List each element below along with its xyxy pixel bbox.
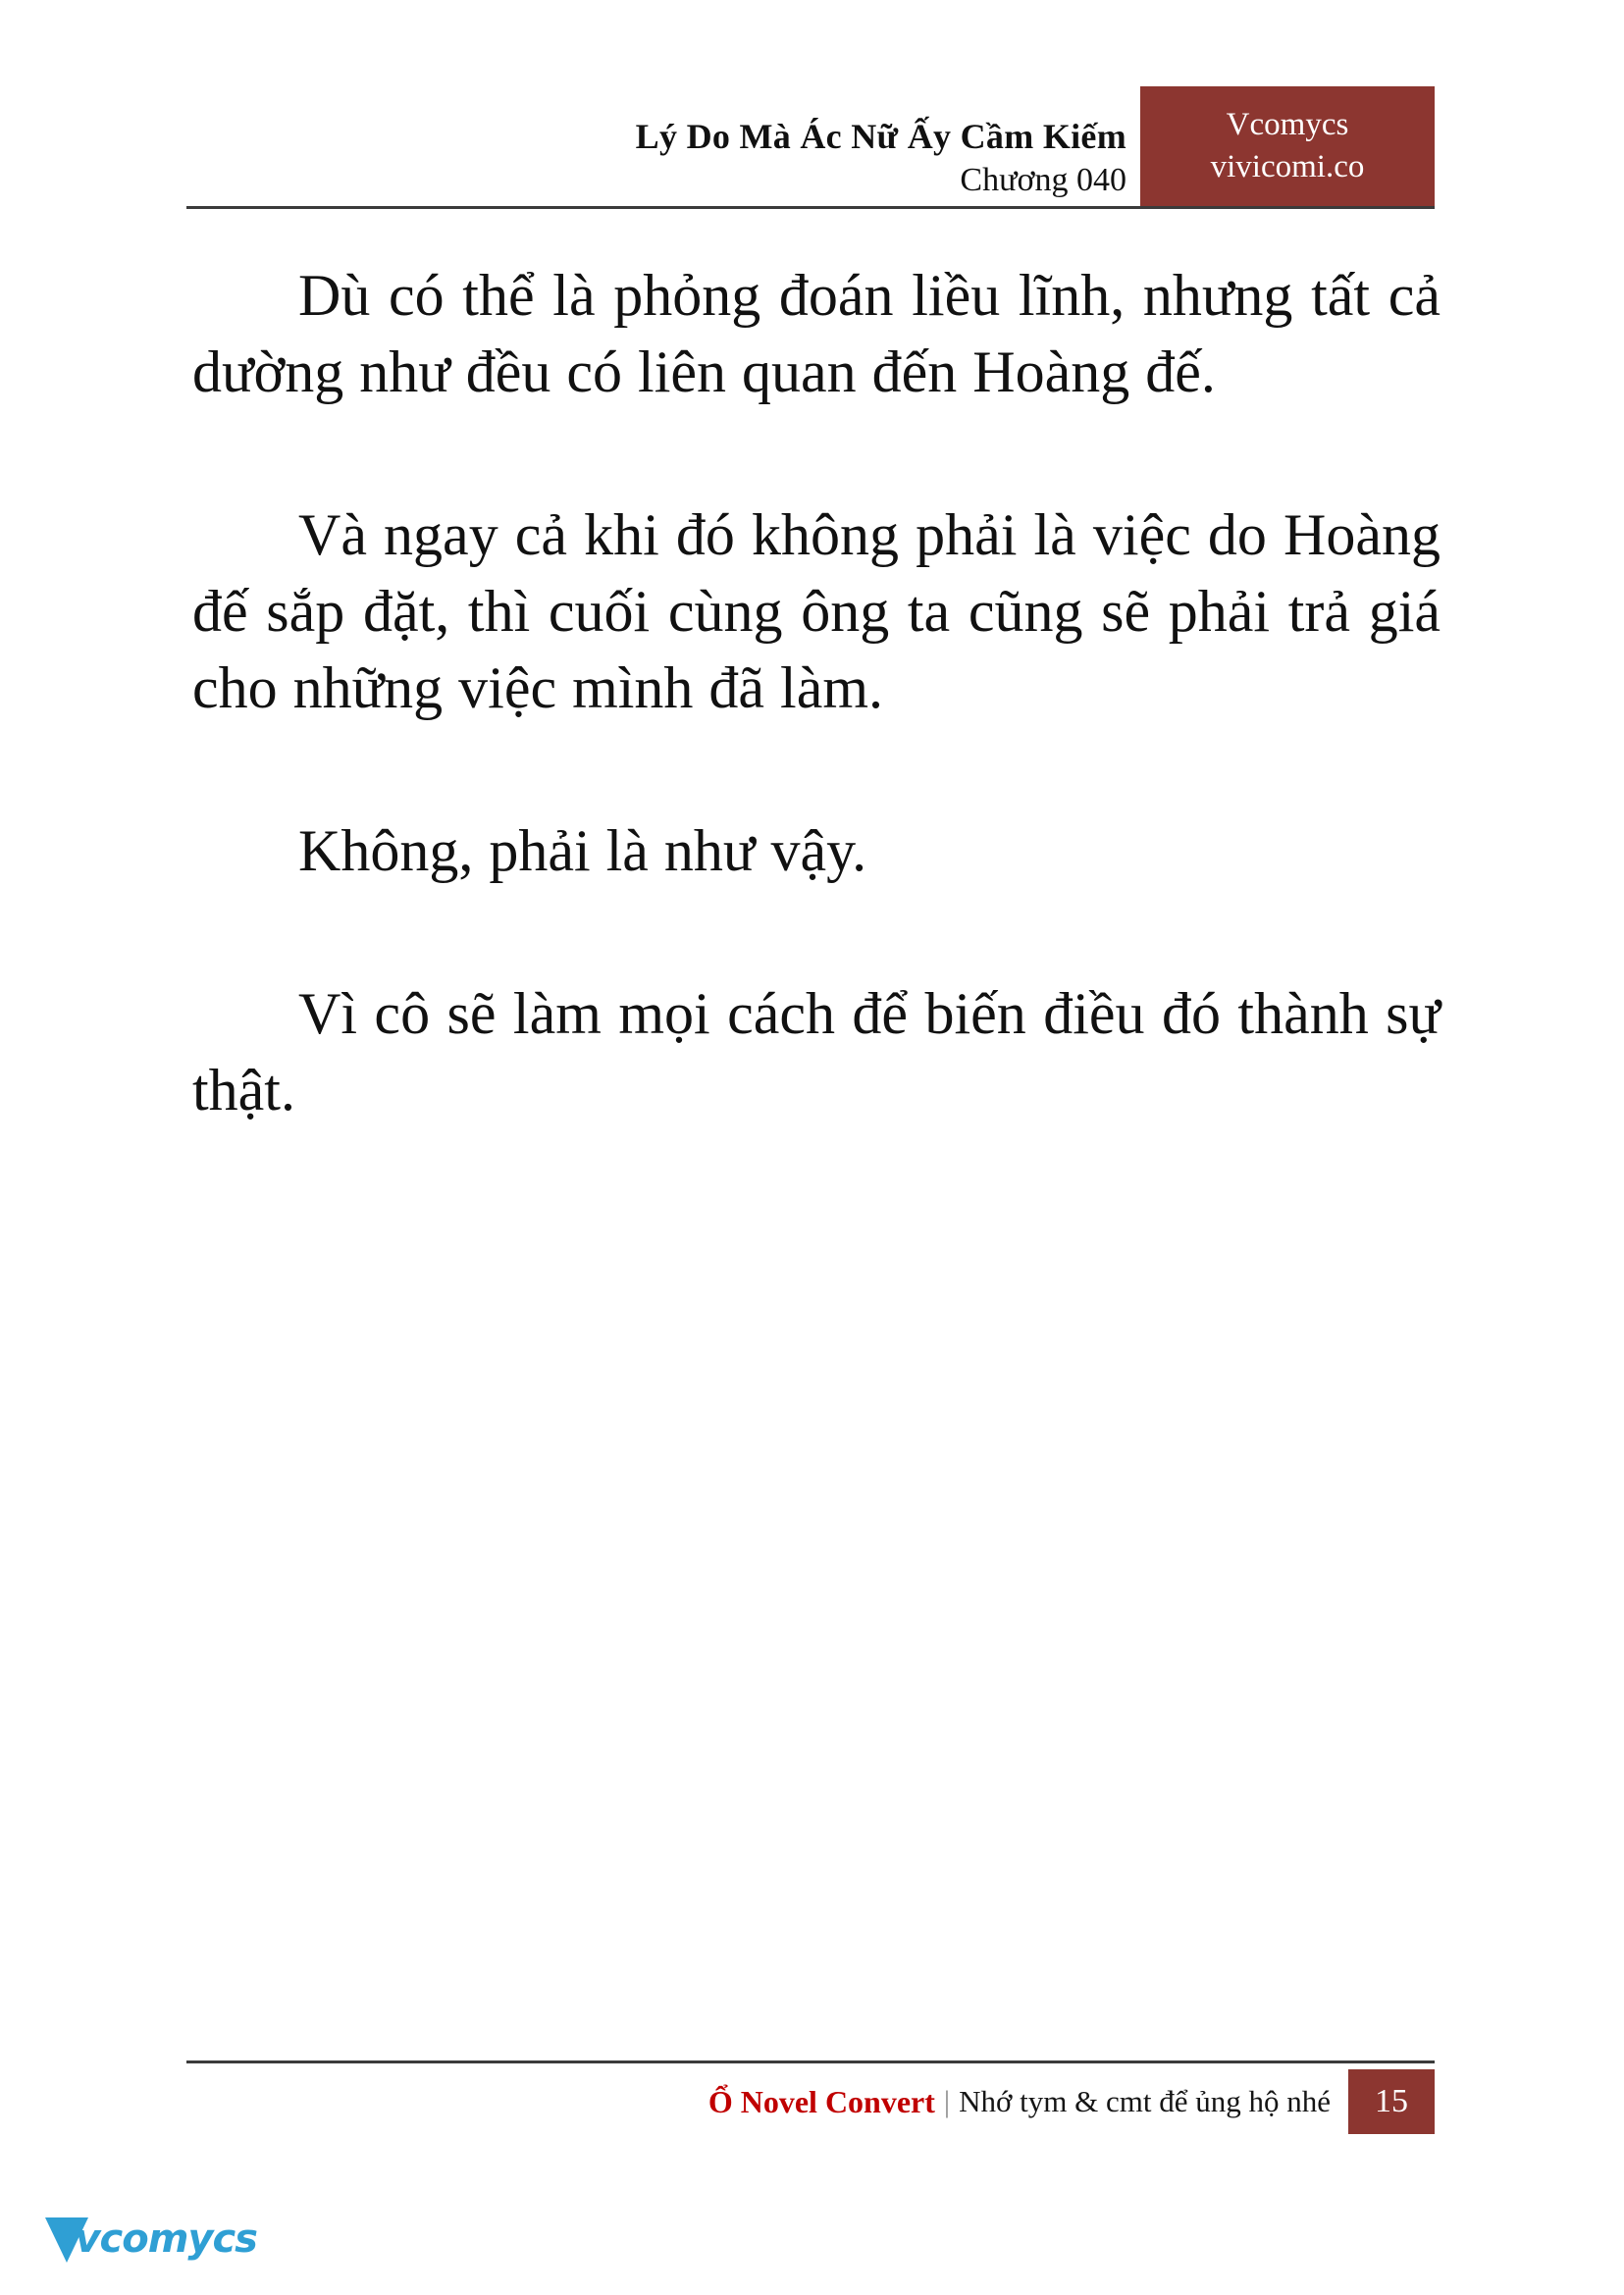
triangle-logo-icon xyxy=(41,2212,71,2267)
site-badge-name: Vcomycs xyxy=(1226,107,1349,143)
footer-divider xyxy=(186,2060,1435,2063)
page-footer xyxy=(186,2060,1435,2134)
footer-note: Nhớ tym & cmt để ủng hộ nhé xyxy=(959,2084,1331,2118)
page-header xyxy=(186,86,1435,214)
chapter-label: Chương 040 xyxy=(960,162,1126,199)
site-badge-url: vivicomi.co xyxy=(1210,149,1365,184)
footer-credit xyxy=(708,2069,1348,2134)
paragraph: Dù có thể là phỏng đoán liều lĩnh, nhưng tất cả dường như đều có liên quan đến Hoàng đế. xyxy=(192,263,1441,404)
footer-separator: | xyxy=(943,2084,951,2118)
paragraph: Không, phải là như vậy. xyxy=(298,818,867,883)
book-title: Lý Do Mà Ác Nữ Ấy Cầm Kiếm xyxy=(635,117,1126,157)
watermark xyxy=(41,2200,257,2278)
page-number-badge: 15 xyxy=(1348,2069,1435,2134)
page-content xyxy=(192,257,1441,1215)
header-divider xyxy=(186,206,1435,209)
paragraph: Vì cô sẽ làm mọi cách để biến điều đó thành sự thật. xyxy=(192,981,1441,1122)
header-titles xyxy=(636,114,1140,206)
site-badge xyxy=(1140,86,1435,206)
footer-brand: Ổ Novel Convert xyxy=(707,2083,935,2119)
watermark-label: vcomycs xyxy=(75,2217,257,2262)
paragraph: Và ngay cả khi đó không phải là việc do Hoàng đế sắp đặt, thì cuối cùng ông ta cũng sẽ phải trả giá cho những việc mình đã làm. xyxy=(192,502,1441,720)
